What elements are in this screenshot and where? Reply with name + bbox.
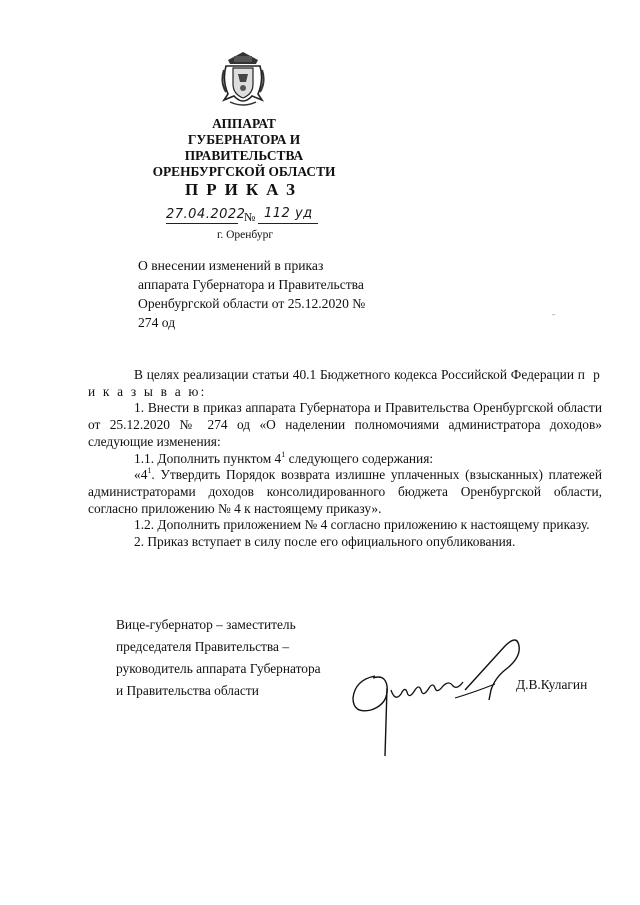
item-2: 2. Приказ вступает в силу после его официального опубликования. — [134, 534, 516, 550]
document-subject: О внесении изменений в приказ аппарата Губернатора и Правительства Оренбургской области от 25.12.2020 № 274 од — [138, 258, 366, 330]
order-number: 112 уд — [264, 206, 313, 221]
intro-paragraph — [88, 367, 602, 400]
signatory-name: Д.В.Кулагин — [516, 677, 588, 692]
quoted-clause — [88, 467, 602, 517]
signatory-title — [116, 614, 356, 702]
signatory-title-line-4: и Правительства области — [116, 683, 259, 698]
item-1-1 — [88, 451, 602, 468]
signatory-title-line-2: председателя Правительства – — [116, 639, 290, 654]
signatory-title-line-1: Вице-губернатор – заместитель — [116, 617, 296, 632]
signatory-title-line-3: руководитель аппарата Губернатора — [116, 661, 321, 676]
number-underline — [258, 223, 318, 224]
corner-mark: ˉ — [552, 313, 556, 324]
intro-text: В целях реализации статьи 40.1 Бюджетного кодекса Российской Федерации — [134, 367, 574, 382]
item-1-2: 1.2. Дополнить приложением № 4 согласно приложению к настоящему приказу. — [134, 517, 590, 533]
org-name-line-4: ОРЕНБУРГСКОЙ ОБЛАСТИ — [152, 164, 336, 179]
item-1-1-tail: следующего содержания: — [288, 450, 434, 466]
quoted-clause-number: «4 — [134, 467, 148, 483]
document-body — [88, 367, 602, 551]
handwritten-signature — [345, 628, 525, 758]
quoted-clause-superscript: 1 — [147, 466, 152, 476]
item-1-1-superscript: 1 — [281, 449, 286, 459]
org-name-line-2: ГУБЕРНАТОРА И — [187, 132, 301, 147]
number-sign: № — [244, 210, 256, 224]
item-1: 1. Внести в приказ аппарата Губернатора и Правительства Оренбургской области от 25.12.2020 № 274 од «О наделении полномочиями администратора доходов» следующие изменения: — [88, 400, 602, 449]
org-name-line-3: ПРАВИТЕЛЬСТВА — [184, 148, 304, 163]
order-word: п р и к а з ы в а ю: — [88, 367, 602, 399]
city: г. Оренбург — [216, 229, 274, 241]
order-date: 27.04.2022 — [166, 207, 246, 222]
item-1-1-text: 1.1. Дополнить пунктом 4 — [134, 450, 282, 466]
coat-of-arms-icon — [220, 50, 266, 108]
org-name-line-1: АППАРАТ — [212, 116, 276, 131]
quoted-clause-text: . Утвердить Порядок возврата излишне уплаченных (взысканных) платежей администраторами доходов консолидированного бюджета Оренбургской области, согласно приложению № 4 к настоящему приказу». — [88, 467, 602, 516]
document-type-title: ПРИКАЗ — [185, 180, 303, 199]
date-underline — [166, 223, 238, 224]
